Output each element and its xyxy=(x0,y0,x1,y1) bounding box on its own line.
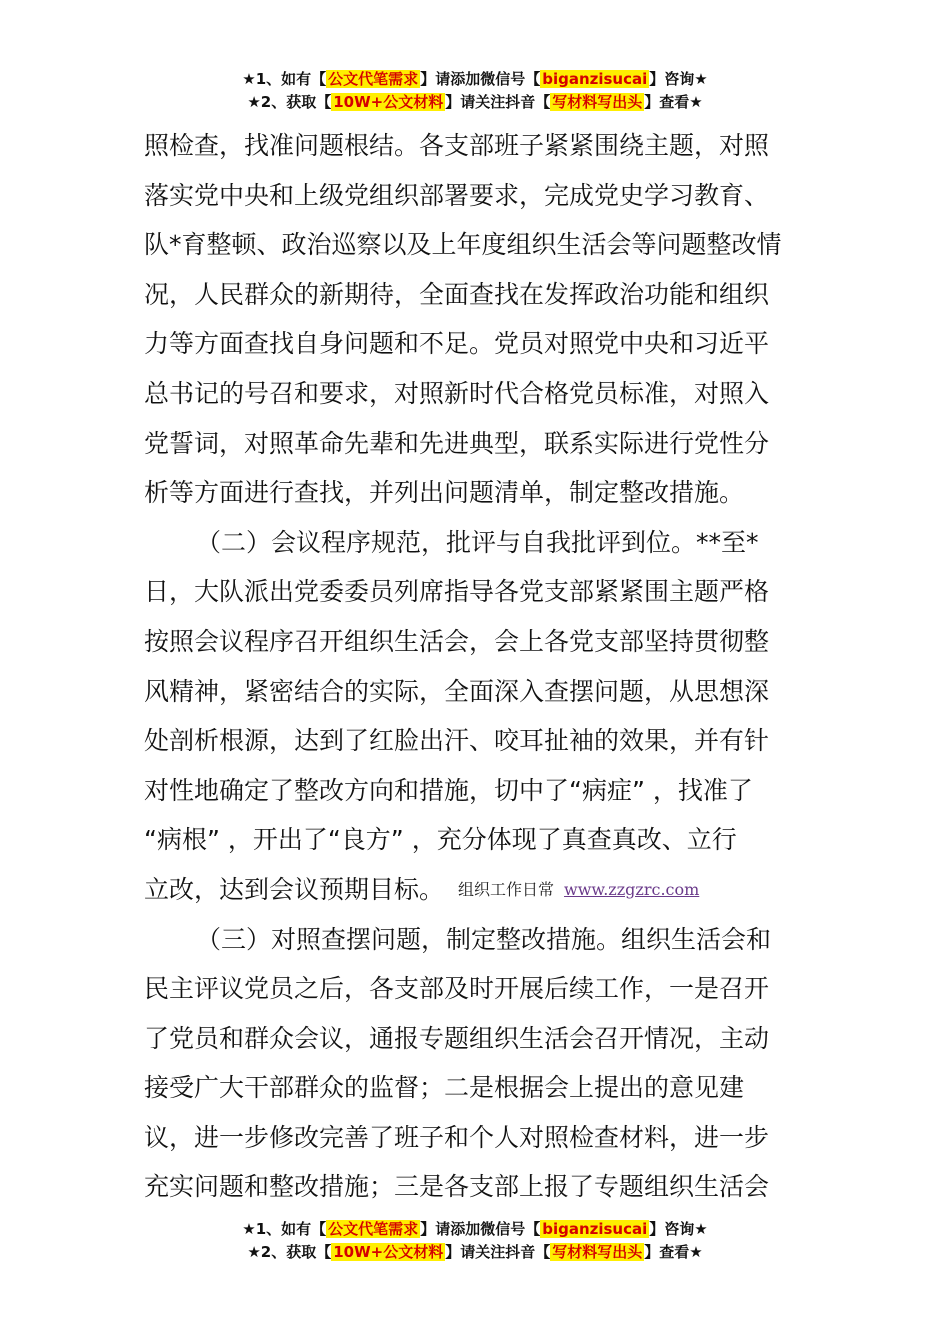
banner-line-2 xyxy=(0,91,950,114)
banner-line-2 xyxy=(0,1241,950,1264)
body-line: 党誓词，对照革命先辈和先进典型，联系实际进行党性分 xyxy=(144,428,770,458)
body-line: 总书记的号召和要求，对照新时代合格党员标准，对照入 xyxy=(144,378,770,408)
banner-line-1 xyxy=(0,1218,950,1241)
banner-text: ★1、如有【 xyxy=(242,1220,327,1238)
body-line: 落实党中央和上级党组织部署要求，完成党史学习教育、 xyxy=(144,180,770,210)
header-banner xyxy=(0,68,950,114)
body-line: “病根” ，开出了“良方” ，充分体现了真查真改、立行 xyxy=(144,825,737,855)
body-line: 照检查，找准问题根结。各支部班子紧紧围绕主题，对照 xyxy=(144,131,770,160)
body-line: 况，人民群众的新期待，全面查找在发挥政治功能和组织 xyxy=(144,279,770,309)
body-line: 对性地确定了整改方向和措施，切中了“病症” ，找准了 xyxy=(144,775,753,805)
banner-highlight: 公文代笔需求 xyxy=(328,1220,419,1238)
watermark-label: 组织工作日常 xyxy=(458,879,555,899)
body-line: 日，大队派出党委委员列席指导各党支部紧紧围主题严格 xyxy=(144,577,770,607)
body-line: 处剖析根源，达到了红脸出汗、咬耳扯袖的效果，并有针 xyxy=(144,726,770,756)
banner-text: 】查看★ xyxy=(644,1243,703,1261)
body-line: 充实问题和整改措施；三是各支部上报了专题组织生活会 xyxy=(144,1172,770,1202)
banner-text: 】请关注抖音【 xyxy=(445,93,551,111)
body-line: 队*育整顿、政治巡察以及上年度组织生活会等问题整改情 xyxy=(144,230,782,260)
body-line: 民主评议党员之后，各支部及时开展后续工作，一是召开 xyxy=(144,974,770,1004)
footer-banner xyxy=(0,1218,950,1264)
body-line: 风精神，紧密结合的实际，全面深入查摆问题，从思想深 xyxy=(144,676,770,706)
banner-text: ★1、如有【 xyxy=(242,70,327,88)
body-line: 按照会议程序召开组织生活会，会上各党支部坚持贯彻整 xyxy=(144,626,770,656)
banner-text: 】咨询★ xyxy=(649,70,708,88)
body-line-with-mark xyxy=(144,865,812,915)
banner-text: 】查看★ xyxy=(644,93,703,111)
banner-highlight: biganzisucai xyxy=(542,1220,648,1238)
banner-highlight: 10W+公文材料 xyxy=(333,1243,444,1261)
banner-text: 】请关注抖音【 xyxy=(445,1243,551,1261)
banner-text: 】请添加微信号【 xyxy=(420,70,541,88)
body-line: 立改，达到会议预期目标。 xyxy=(144,874,445,904)
section-heading-line: （三）对照查摆问题，制定整改措施。组织生活会和 xyxy=(196,924,772,954)
banner-highlight: biganzisucai xyxy=(542,70,648,88)
inline-watermark xyxy=(458,880,699,899)
banner-text: ★2、获取【 xyxy=(247,1243,332,1261)
banner-text: ★2、获取【 xyxy=(247,93,332,111)
banner-line-1 xyxy=(0,68,950,91)
watermark-link[interactable]: www.zzgzrc.com xyxy=(564,879,700,899)
document-body xyxy=(144,121,812,1212)
banner-text: 】咨询★ xyxy=(649,1220,708,1238)
body-line: 力等方面查找自身问题和不足。党员对照党中央和习近平 xyxy=(144,329,770,359)
banner-highlight: 10W+公文材料 xyxy=(333,93,444,111)
banner-highlight: 公文代笔需求 xyxy=(328,70,419,88)
body-line: 了党员和群众会议，通报专题组织生活会召开情况，主动 xyxy=(144,1023,770,1053)
body-line: 议，进一步修改完善了班子和个人对照检查材料，进一步 xyxy=(144,1122,770,1152)
body-line: 析等方面进行查找，并列出问题清单，制定整改措施。 xyxy=(144,478,745,508)
banner-text: 】请添加微信号【 xyxy=(420,1220,541,1238)
section-heading-line: （二）会议程序规范，批评与自我批评到位。**至* xyxy=(196,527,759,557)
banner-highlight: 写材料写出头 xyxy=(552,1243,643,1261)
body-line: 接受广大干部群众的监督；二是根据会上提出的意见建 xyxy=(144,1073,745,1103)
banner-highlight: 写材料写出头 xyxy=(552,93,643,111)
